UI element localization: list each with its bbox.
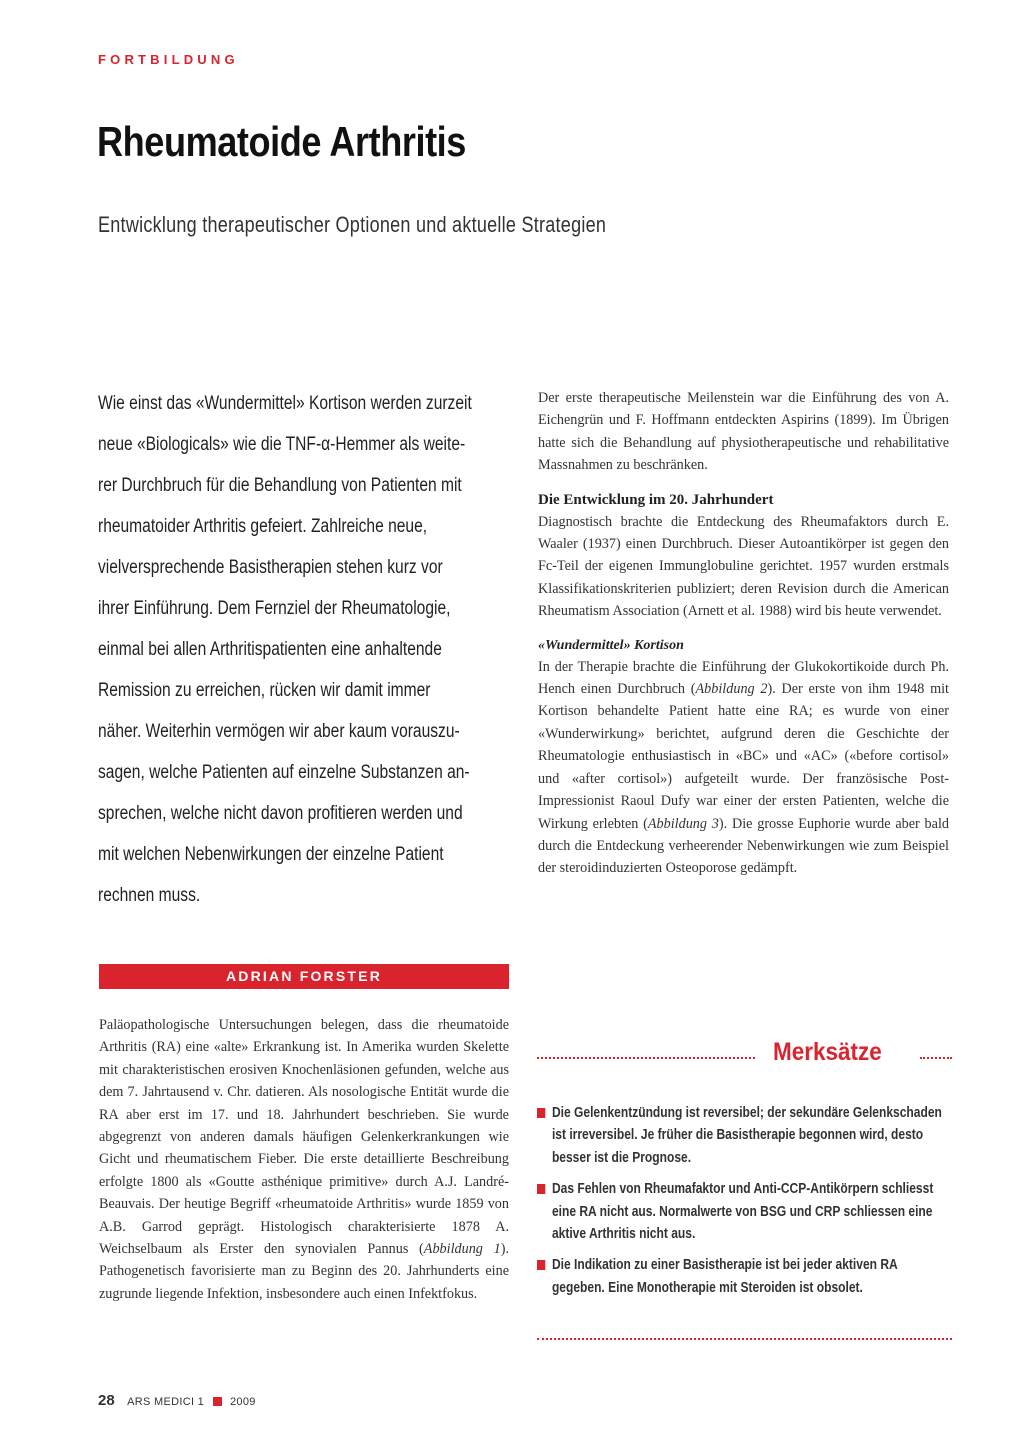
square-bullet-icon xyxy=(537,1108,545,1118)
square-bullet-icon xyxy=(537,1260,545,1270)
body-paragraph xyxy=(99,1014,509,1305)
merksaetze-header xyxy=(537,1039,952,1069)
lead-line: sprechen, welche nicht davon profitieren werden und xyxy=(98,803,463,824)
lead-line: rechnen muss. xyxy=(98,885,201,906)
body-text-span: ). Pathogenetisch favorisierte man zu Beginn des 20. Jahrhunderts eine zugrunde liegende Infektion, insbesondere auch einen Infektfokus. xyxy=(99,1241,509,1302)
subsection-heading: «Wundermittel» Kortison xyxy=(538,637,684,653)
merksatz-text: Die Indikation zu einer Basistherapie ist bei jeder aktiven RA gegeben. Eine Monotherapie mit Steroiden ist obsolet. xyxy=(551,1257,898,1296)
body-paragraph: Der erste therapeutische Meilenstein war die Einführung des von A. Eichengrün und F. Hoffmann entdeckten Aspirins (1899). Im Übrigen hatte sich die Behandlung auf physiotherapeutische und rehabilitative Massnahmen zu beschränken. xyxy=(538,390,949,474)
merksatz-item xyxy=(537,1102,942,1169)
merksatz-item xyxy=(537,1178,942,1245)
left-column xyxy=(99,1014,509,1305)
figure-reference: Abbildung 3 xyxy=(647,815,719,832)
body-paragraph xyxy=(538,656,949,880)
section-heading: Die Entwicklung im 20. Jahrhundert xyxy=(538,491,774,508)
dotted-rule xyxy=(920,1057,952,1059)
merksaetze-title: Merksätze xyxy=(773,1038,882,1066)
lead-line: näher. Weiterhin vermögen wir aber kaum vorauszu- xyxy=(98,721,460,742)
lead-paragraph xyxy=(98,383,508,916)
lead-line: einmal bei allen Arthritispatienten eine anhaltende xyxy=(98,639,442,660)
lead-line: rheumatoider Arthritis gefeiert. Zahlreiche neue, xyxy=(98,516,428,537)
article-title: Rheumatoide Arthritis xyxy=(97,118,466,165)
merksatz-text: Das Fehlen von Rheumafaktor und Anti-CCP-Antikörpern schliesst eine RA nicht aus. Normalwerte von BSG und CRP schliessen eine aktive Arthritis nicht aus. xyxy=(551,1181,934,1243)
journal-year: 2009 xyxy=(230,1396,256,1408)
journal-name: ARS MEDICI 1 xyxy=(127,1396,205,1408)
body-paragraph: Diagnostisch brachte die Entdeckung des Rheumafaktors durch E. Waaler (1937) einen Durchbruch. Dieser Autoantikörper ist gegen den Fc-Teil der eigenen Immunglobuline gerichtet. 1957 wurden erstmals Klassifikationskriterien publiziert; deren Revision durch die American Rheumatism Association (Arnett et al. 1988) wird bis heute verwendet. xyxy=(538,513,949,620)
merksatz-text: Die Gelenkentzündung ist reversibel; der sekundäre Gelenkschaden ist irreversibel. Je früher die Basistherapie begonnen wird, desto besser ist die Prognose. xyxy=(551,1105,942,1166)
author-divider xyxy=(99,988,509,989)
lead-line: neue «Biologicals» wie die TNF-α-Hemmer als weite- xyxy=(98,434,466,455)
body-text-span: ). Der erste von ihm 1948 mit Kortison behandelte Patient hatte eine RA; es wurde von einer «Wunderwirkung» berichtet, aufgrund deren die Geschichte der Rheumatologie enthusiastisch in «BC» und «AC» («before cortisol» und «after cortisol») aufgeteilt wurde. Der französische Post-Impressionist Raoul Dufy war einer der ersten Patienten, welche die Wirkung erlebten ( xyxy=(538,681,949,832)
lead-line: Remission zu erreichen, rücken wir damit immer xyxy=(98,680,431,701)
dotted-rule xyxy=(537,1338,952,1340)
square-separator-icon xyxy=(213,1397,222,1406)
page-number: 28 xyxy=(98,1392,115,1409)
figure-reference: Abbildung 1 xyxy=(423,1241,501,1258)
page-footer xyxy=(98,1392,256,1410)
body-text-span: ). Die grosse Euphorie wurde aber bald durch die Entdeckung verheerender Nebenwirkungen wie zum Beispiel der steroidinduzierten Osteoporose gedämpft. xyxy=(538,815,949,877)
right-column xyxy=(538,387,949,880)
dotted-rule xyxy=(537,1057,755,1059)
lead-line: mit welchen Nebenwirkungen der einzelne Patient xyxy=(98,844,444,865)
lead-line: sagen, welche Patienten auf einzelne Substanzen an- xyxy=(98,762,470,783)
figure-reference: Abbildung 2 xyxy=(695,681,768,698)
body-text-span: Paläopathologische Untersuchungen belegen, dass die rheumatoide Arthritis (RA) eine «alte» Erkrankung ist. In Amerika wurden Skelette mit charakteristischen erosiven Knochenläsionen gefunden, welche aus dem 7. Jahrtausend v. Chr. datieren. Als nosologische Entität wurde die RA aber erst im 17. und 18. Jahrhundert beschrieben. Sie wurde abgegrenzt von anderen damals häufigen Gelenkerkrankungen wie Gicht und rheumatischem Fieber. Die erste detaillierte Beschreibung erfolgte 1800 als «Goutte asthénique primitive» durch A.J. Landré-Beauvais. Der heutige Begriff «rheumatoide Arthritis» wurde 1859 von A.B. Garrod geprägt. Histologisch charakterisierte 1878 A. Weichselbaum als Erster den synovialen Pannus ( xyxy=(99,1017,509,1258)
square-bullet-icon xyxy=(537,1184,545,1194)
lead-line: vielversprechende Basistherapien stehen kurz vor xyxy=(98,557,443,578)
merksatz-item xyxy=(537,1254,942,1299)
lead-line: ihrer Einführung. Dem Fernziel der Rheumatologie, xyxy=(98,598,451,619)
lead-line: Wie einst das «Wundermittel» Kortison werden zurzeit xyxy=(98,393,472,414)
author-name: ADRIAN FORSTER xyxy=(99,964,509,988)
body-text-span: In der Therapie brachte die Einführung der Glukokortikoide durch Ph. Hench einen Durchbruch ( xyxy=(538,658,949,698)
section-label: FORTBILDUNG xyxy=(98,52,239,67)
lead-line: rer Durchbruch für die Behandlung von Patienten mit xyxy=(98,475,462,496)
article-subtitle: Entwicklung therapeutischer Optionen und aktuelle Strategien xyxy=(98,212,607,237)
merksaetze-list xyxy=(537,1102,967,1308)
